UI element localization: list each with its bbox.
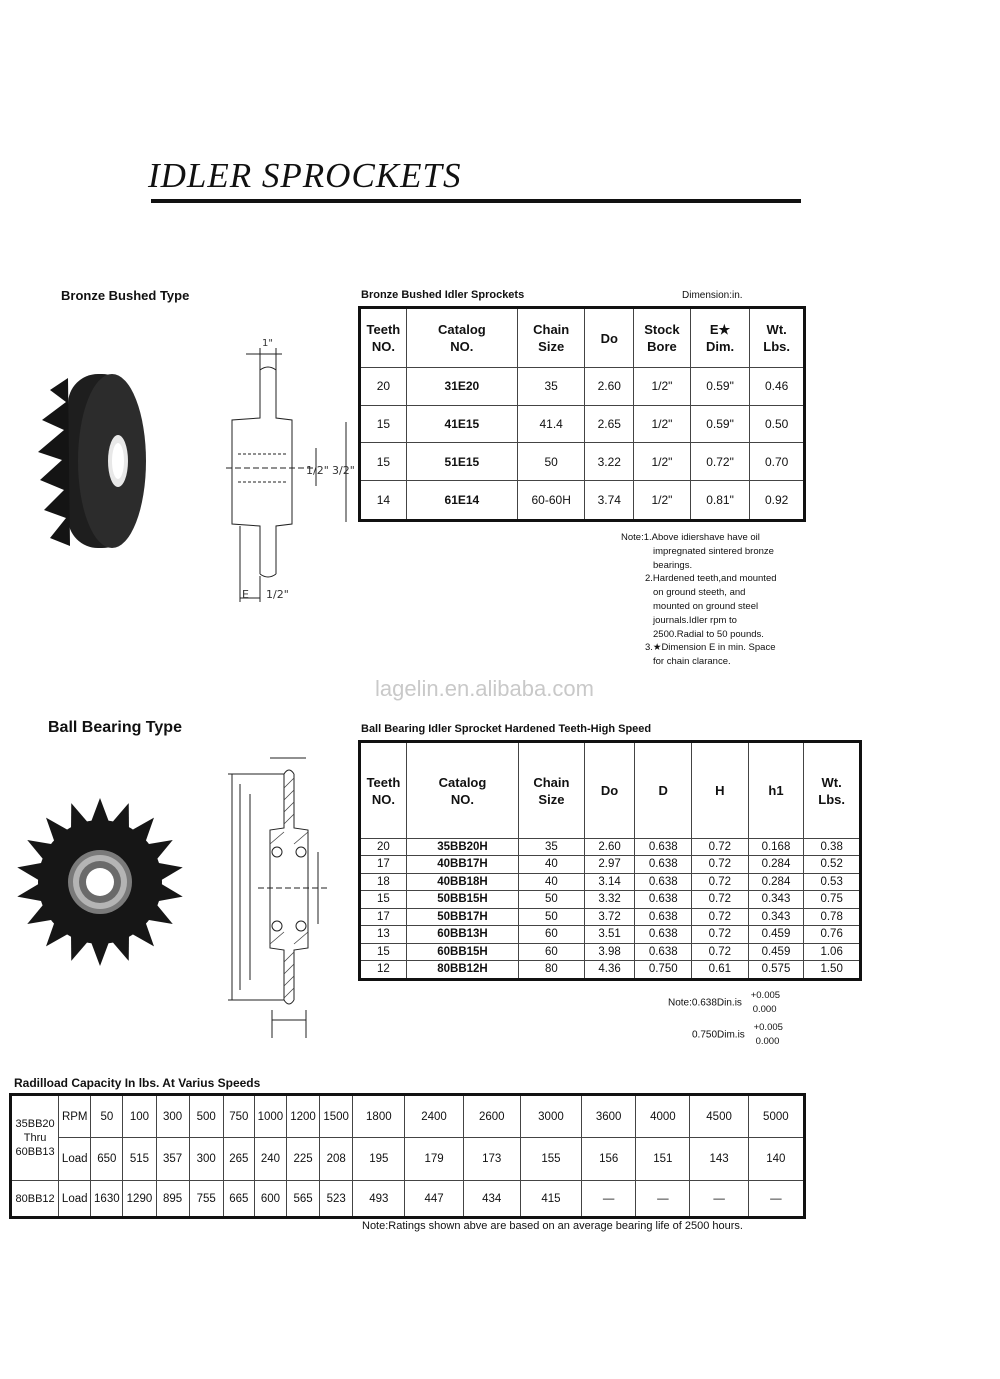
- rpm-cell: 4500: [690, 1095, 748, 1138]
- cell-h: 0.72: [692, 873, 749, 890]
- table-row: [360, 368, 805, 406]
- load-cell: 300: [189, 1138, 223, 1181]
- cell-bore: 1/2": [634, 443, 691, 481]
- cell-do: 4.36: [584, 961, 635, 980]
- ball-table: [358, 740, 862, 981]
- load-cell: 434: [463, 1181, 520, 1218]
- rpm-cell: 1200: [286, 1095, 319, 1138]
- ball-sprocket-photo: [14, 792, 186, 972]
- cell-chain: 40: [519, 856, 585, 873]
- load-cell: 447: [405, 1181, 463, 1218]
- cell-teeth: 15: [360, 443, 407, 481]
- load-cell: 156: [582, 1138, 636, 1181]
- table-row: [360, 908, 861, 925]
- cell-teeth: 17: [360, 856, 407, 873]
- cell-teeth: 20: [360, 839, 407, 856]
- rpm-cell: 3000: [520, 1095, 581, 1138]
- table-row: [360, 891, 861, 908]
- title-rule: [151, 199, 801, 203]
- load-cell: 415: [520, 1181, 581, 1218]
- cell-chain: 35: [519, 839, 585, 856]
- tolerance-zero: 0.000: [752, 1004, 777, 1015]
- cell-h1: 0.459: [748, 943, 804, 960]
- cell-h1: 0.343: [748, 908, 804, 925]
- cell-do: 2.65: [585, 405, 634, 443]
- note-line: impregnated sintered bronze: [653, 545, 774, 557]
- load-cell: 195: [353, 1138, 405, 1181]
- bronze-sprocket-photo: [28, 368, 146, 554]
- cell-chain: 50: [517, 443, 585, 481]
- cell-h: 0.72: [692, 908, 749, 925]
- cell-do: 3.72: [584, 908, 635, 925]
- cell-h: 0.72: [692, 856, 749, 873]
- drawing-label-top: 1": [262, 338, 273, 349]
- cell-h: 0.72: [692, 943, 749, 960]
- cell-catalog: 40BB18H: [406, 873, 518, 890]
- cell-do: 2.60: [584, 839, 635, 856]
- cell-chain: 50: [519, 908, 585, 925]
- cell-catalog: 60BB15H: [406, 943, 518, 960]
- cell-teeth: 12: [360, 961, 407, 980]
- load-cell: 225: [286, 1138, 319, 1181]
- load-cell: —: [636, 1181, 690, 1218]
- cell-h1: 0.343: [748, 891, 804, 908]
- header-bore: Stock Bore: [634, 308, 691, 368]
- cell-e: 0.81": [690, 480, 750, 520]
- cell-catalog: 80BB12H: [406, 961, 518, 980]
- cell-wt: 0.76: [804, 926, 861, 943]
- note-line: journals.Idler rpm to: [653, 614, 737, 626]
- drawing-label-bottom: 1/2": [266, 588, 289, 601]
- cell-h: 0.72: [692, 926, 749, 943]
- cell-do: 3.51: [584, 926, 635, 943]
- cell-teeth: 13: [360, 926, 407, 943]
- load-cell: 565: [286, 1181, 319, 1218]
- cell-wt: 1.06: [804, 943, 861, 960]
- table-row: [360, 943, 861, 960]
- load-row-2: [11, 1181, 805, 1218]
- load-row: [11, 1138, 805, 1181]
- ball-sprocket-drawing: [210, 748, 345, 1048]
- load-cell: 493: [353, 1181, 405, 1218]
- rpm-cell: 2600: [463, 1095, 520, 1138]
- cell-do: 3.74: [585, 480, 634, 520]
- bronze-header-row: [360, 308, 805, 368]
- cell-do: 2.60: [585, 368, 634, 406]
- load-cell: —: [748, 1181, 804, 1218]
- rpm-cell: 1800: [353, 1095, 405, 1138]
- note-text: 0.750Dim.is: [692, 1029, 745, 1041]
- note-line: bearings.: [653, 559, 693, 571]
- header-teeth: Teeth NO.: [360, 308, 407, 368]
- cell-d: 0.750: [635, 961, 692, 980]
- cell-h1: 0.284: [748, 873, 804, 890]
- cell-chain: 60: [519, 926, 585, 943]
- cell-catalog: 60BB13H: [406, 926, 518, 943]
- bronze-table-caption: Bronze Bushed Idler Sprockets: [361, 289, 525, 301]
- note-line: 2500.Radial to 50 pounds.: [653, 628, 764, 640]
- header-do: Do: [585, 308, 634, 368]
- rpm-cell: 1000: [254, 1095, 286, 1138]
- cell-teeth: 15: [360, 405, 407, 443]
- cell-wt: 0.52: [804, 856, 861, 873]
- header-wt: Wt. Lbs.: [750, 308, 805, 368]
- cell-chain: 35: [517, 368, 585, 406]
- load-cell: 140: [748, 1138, 804, 1181]
- note-line: mounted on ground steel: [653, 600, 759, 612]
- load-label: Load: [59, 1138, 91, 1181]
- cell-chain: 50: [519, 891, 585, 908]
- header-catalog: Catalog NO.: [406, 308, 517, 368]
- table-row: [360, 405, 805, 443]
- cell-e: 0.59": [690, 368, 750, 406]
- cell-wt: 0.75: [804, 891, 861, 908]
- cell-chain: 41.4: [517, 405, 585, 443]
- cell-chain: 80: [519, 961, 585, 980]
- cell-catalog: 50BB17H: [406, 908, 518, 925]
- cell-e: 0.72": [690, 443, 750, 481]
- bronze-table: [358, 306, 806, 522]
- rpm-label: RPM: [59, 1095, 91, 1138]
- header-h1: h1: [748, 742, 804, 839]
- table-row: [360, 873, 861, 890]
- cell-d: 0.638: [635, 873, 692, 890]
- rpm-cell: 50: [91, 1095, 123, 1138]
- tolerance-plus: +0.005: [750, 990, 781, 1001]
- ball-tolerance-note-1: [668, 989, 780, 1017]
- rpm-cell: 3600: [582, 1095, 636, 1138]
- drawing-label-hub: 3/2": [332, 464, 355, 477]
- tolerance-plus: +0.005: [753, 1022, 783, 1033]
- load-cell: 155: [520, 1138, 581, 1181]
- header-chain: Chain Size: [519, 742, 585, 839]
- cell-teeth: 20: [360, 368, 407, 406]
- cell-d: 0.638: [635, 926, 692, 943]
- load-cell: 1290: [123, 1181, 156, 1218]
- load-cell: 179: [405, 1138, 463, 1181]
- radial-table-caption: Radilload Capacity In lbs. At Varius Speeds: [14, 1076, 261, 1090]
- ball-tolerance-note-2: [692, 1021, 783, 1049]
- load-cell: 208: [320, 1138, 353, 1181]
- cell-wt: 0.53: [804, 873, 861, 890]
- load-cell: —: [582, 1181, 636, 1218]
- cell-wt: 0.38: [804, 839, 861, 856]
- cell-catalog: 40BB17H: [406, 856, 518, 873]
- header-chain: Chain Size: [517, 308, 585, 368]
- bronze-notes: [621, 531, 777, 669]
- cell-do: 3.98: [584, 943, 635, 960]
- rpm-cell: 4000: [636, 1095, 690, 1138]
- table-row: [360, 839, 861, 856]
- rpm-cell: 300: [156, 1095, 189, 1138]
- cell-wt: 1.50: [804, 961, 861, 980]
- cell-do: 3.14: [584, 873, 635, 890]
- note-text: Note:0.638Din.is: [668, 997, 742, 1009]
- cell-do: 2.97: [584, 856, 635, 873]
- cell-d: 0.638: [635, 908, 692, 925]
- ball-header-row: [360, 742, 861, 839]
- cell-wt: 0.78: [804, 908, 861, 925]
- cell-catalog: 50BB15H: [406, 891, 518, 908]
- cell-bore: 1/2": [634, 480, 691, 520]
- header-do: Do: [584, 742, 635, 839]
- cell-h1: 0.284: [748, 856, 804, 873]
- cell-h: 0.72: [692, 891, 749, 908]
- header-h: H: [692, 742, 749, 839]
- cell-do: 3.22: [585, 443, 634, 481]
- cell-e: 0.59": [690, 405, 750, 443]
- note-line: 3.★Dimension E in min. Space: [645, 642, 776, 654]
- load-cell: —: [690, 1181, 748, 1218]
- group-label-1: 35BB20 Thru 60BB13: [11, 1095, 59, 1181]
- cell-h1: 0.575: [748, 961, 804, 980]
- note-line: 2.Hardened teeth,and mounted: [645, 573, 777, 585]
- note-line: on ground steeth, and: [653, 587, 746, 599]
- cell-catalog: 51E15: [406, 443, 517, 481]
- cell-catalog: 35BB20H: [406, 839, 518, 856]
- note-line: for chain clarance.: [653, 656, 731, 668]
- header-e: E★ Dim.: [690, 308, 750, 368]
- tolerance-zero: 0.000: [755, 1036, 780, 1047]
- radial-load-table: [9, 1093, 806, 1219]
- load-cell: 240: [254, 1138, 286, 1181]
- load-cell: 515: [123, 1138, 156, 1181]
- load-cell: 151: [636, 1138, 690, 1181]
- table-row: [360, 961, 861, 980]
- table-row: [360, 480, 805, 520]
- cell-teeth: 15: [360, 943, 407, 960]
- cell-h1: 0.459: [748, 926, 804, 943]
- load-cell: 755: [189, 1181, 223, 1218]
- radial-note: Note:Ratings shown abve are based on an average bearing life of 2500 hours.: [362, 1220, 743, 1232]
- cell-d: 0.638: [635, 943, 692, 960]
- load-cell: 143: [690, 1138, 748, 1181]
- cell-catalog: 61E14: [406, 480, 517, 520]
- cell-chain: 40: [519, 873, 585, 890]
- header-teeth: Teeth NO.: [360, 742, 407, 839]
- rpm-cell: 1500: [320, 1095, 353, 1138]
- load-cell: 895: [156, 1181, 189, 1218]
- cell-teeth: 14: [360, 480, 407, 520]
- cell-h1: 0.168: [748, 839, 804, 856]
- table-row: [360, 926, 861, 943]
- watermark: lagelin.en.alibaba.com: [375, 676, 594, 701]
- cell-wt: 0.70: [750, 443, 805, 481]
- table-row: [360, 443, 805, 481]
- load-cell: 665: [223, 1181, 254, 1218]
- load-cell: 523: [320, 1181, 353, 1218]
- drawing-label-bore: 1/2": [306, 464, 329, 477]
- cell-d: 0.638: [635, 839, 692, 856]
- cell-h: 0.72: [692, 839, 749, 856]
- cell-h: 0.61: [692, 961, 749, 980]
- header-catalog: Catalog NO.: [406, 742, 518, 839]
- load-cell: 600: [254, 1181, 286, 1218]
- load-label: Load: [59, 1181, 91, 1218]
- load-cell: 357: [156, 1138, 189, 1181]
- cell-catalog: 41E15: [406, 405, 517, 443]
- cell-wt: 0.92: [750, 480, 805, 520]
- load-cell: 173: [463, 1138, 520, 1181]
- cell-chain: 60: [519, 943, 585, 960]
- cell-chain: 60-60H: [517, 480, 585, 520]
- cell-teeth: 15: [360, 891, 407, 908]
- rpm-cell: 2400: [405, 1095, 463, 1138]
- cell-bore: 1/2": [634, 405, 691, 443]
- bronze-sprocket-drawing: [220, 336, 360, 611]
- ball-heading: Ball Bearing Type: [48, 719, 182, 736]
- group-label-2: 80BB12: [11, 1181, 59, 1218]
- cell-teeth: 18: [360, 873, 407, 890]
- cell-bore: 1/2": [634, 368, 691, 406]
- cell-d: 0.638: [635, 856, 692, 873]
- cell-d: 0.638: [635, 891, 692, 908]
- header-wt: Wt. Lbs.: [804, 742, 861, 839]
- bronze-dimension-note: Dimension:in.: [682, 290, 743, 301]
- table-row: [360, 856, 861, 873]
- note-line: Note:1.Above idiershave have oil: [621, 532, 760, 543]
- ball-table-caption: Ball Bearing Idler Sprocket Hardened Teeth-High Speed: [361, 723, 652, 735]
- page-title: IDLER SPROCKETS: [148, 156, 462, 195]
- cell-teeth: 17: [360, 908, 407, 925]
- cell-do: 3.32: [584, 891, 635, 908]
- rpm-cell: 5000: [748, 1095, 804, 1138]
- load-cell: 1630: [91, 1181, 123, 1218]
- rpm-cell: 100: [123, 1095, 156, 1138]
- load-cell: 265: [223, 1138, 254, 1181]
- drawing-label-e: E: [242, 588, 249, 601]
- cell-wt: 0.46: [750, 368, 805, 406]
- rpm-cell: 500: [189, 1095, 223, 1138]
- cell-catalog: 31E20: [406, 368, 517, 406]
- rpm-row: [11, 1095, 805, 1138]
- bronze-heading: Bronze Bushed Type: [61, 288, 190, 303]
- rpm-cell: 750: [223, 1095, 254, 1138]
- header-d: D: [635, 742, 692, 839]
- load-cell: 650: [91, 1138, 123, 1181]
- cell-wt: 0.50: [750, 405, 805, 443]
